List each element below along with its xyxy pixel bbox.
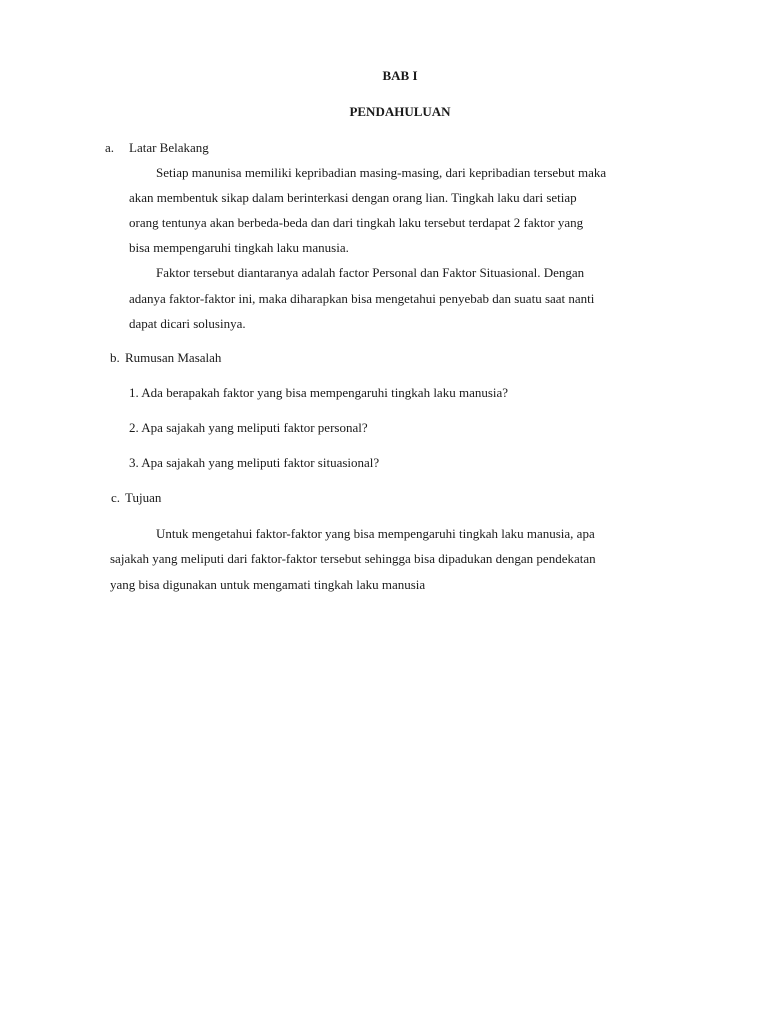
paragraph-line: sajakah yang meliputi dari faktor-faktor tersebut sehingga bisa dipadukan dengan pendekatan [110,551,596,566]
section-c-marker: c. [111,490,121,505]
paragraph-line: yang bisa digunakan untuk mengamati tingkah laku manusia [110,577,426,592]
section-b-title: Rumusan Masalah [125,350,222,365]
chapter-number: BAB I [382,68,418,83]
paragraph-line: bisa mempengaruhi tingkah laku manusia. [129,240,349,255]
section-a-marker: a. [105,140,115,155]
list-item: 1. Ada berapakah faktor yang bisa mempengaruhi tingkah laku manusia? [129,385,509,400]
paragraph-line: akan membentuk sikap dalam berinterkasi dengan orang lian. Tingkah laku dari setiap [129,190,577,205]
section-c-title: Tujuan [125,490,162,505]
paragraph-line: Faktor tersebut diantaranya adalah factor Personal dan Faktor Situasional. Dengan [156,265,585,280]
chapter-title: PENDAHULUAN [349,104,451,119]
paragraph-line: adanya faktor-faktor ini, maka diharapkan bisa mengetahui penyebab dan suatu saat nanti [129,291,595,306]
section-a-title: Latar Belakang [129,140,209,155]
list-item: 2. Apa sajakah yang meliputi faktor personal? [129,420,368,435]
paragraph-line: Setiap manunisa memiliki kepribadian masing-masing, dari kepribadian tersebut maka [156,165,607,180]
paragraph-line: Untuk mengetahui faktor-faktor yang bisa mempengaruhi tingkah laku manusia, apa [156,526,595,541]
paragraph-line: dapat dicari solusinya. [129,316,246,331]
paragraph-line: orang tentunya akan berbeda-beda dan dari tingkah laku tersebut terdapat 2 faktor yang [129,215,584,230]
list-item: 3. Apa sajakah yang meliputi faktor situasional? [129,455,380,470]
section-b-marker: b. [110,350,120,365]
